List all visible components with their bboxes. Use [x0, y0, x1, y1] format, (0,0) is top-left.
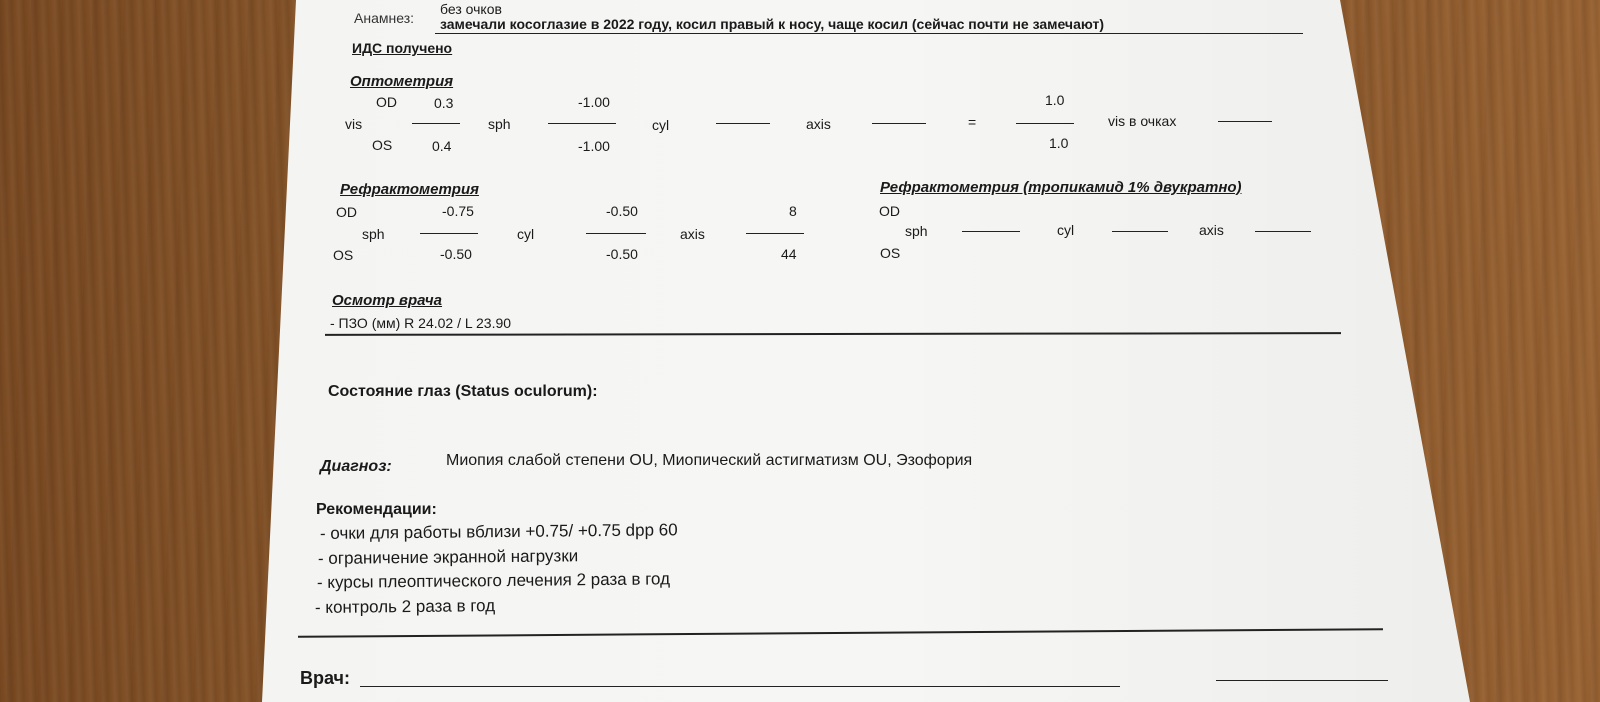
optometry-vis-label: vis — [345, 116, 363, 132]
fraction-line — [412, 123, 460, 124]
doctor-date-line — [1216, 680, 1388, 681]
optometry-equals: = — [968, 114, 977, 130]
diagnosis-text: Миопия слабой степени OU, Миопический астигматизм OU, Эзофория — [446, 452, 973, 469]
optometry-sph-label: sph — [488, 116, 511, 132]
doctor-label: Врач: — [300, 668, 351, 688]
refractometry-od-label: OD — [336, 204, 357, 220]
refractometry-axis-od: 8 — [789, 203, 797, 219]
recommendations-title: Рекомендации: — [316, 501, 437, 518]
doctor-signature-line — [360, 686, 1120, 687]
recommendation-item: - очки для работы вблизи +0.75/ +0.75 dpp 60 — [319, 520, 678, 543]
refractometry-axis-os: 44 — [781, 246, 797, 262]
blank-line — [716, 123, 770, 124]
refractometry-os-label: OS — [333, 247, 354, 263]
blank-line — [872, 123, 926, 124]
refractometry-sph-label: sph — [362, 226, 385, 242]
exam-title: Осмотр врача — [332, 292, 443, 309]
blank-line — [1255, 231, 1311, 232]
optometry-result-od: 1.0 — [1045, 92, 1065, 108]
refractometry-cyclo-os-label: OS — [880, 245, 901, 261]
optometry-sph-od: -1.00 — [578, 94, 610, 110]
fraction-line — [1016, 123, 1074, 124]
anamnesis-line-2: замечали косоглазие в 2022 году, косил правый к носу, чаще косил (сейчас почти не замечают) — [440, 16, 1104, 32]
status-oculorum-heading: Состояние глаз (Status oculorum): — [328, 383, 598, 400]
refractometry-cyclo-sph-label: sph — [905, 223, 928, 239]
optometry-title: Оптометрия — [350, 73, 454, 90]
refractometry-cyl-os: -0.50 — [606, 246, 638, 262]
refractometry-axis-label: axis — [680, 226, 705, 242]
anamnesis-label: Анамнез: — [354, 10, 414, 26]
refractometry-cyclo-cyl-label: cyl — [1057, 222, 1075, 238]
ids-status: ИДС получено — [352, 40, 453, 56]
fraction-line — [586, 233, 646, 234]
refractometry-cyl-od: -0.50 — [606, 203, 638, 219]
refractometry-sph-od: -0.75 — [442, 203, 474, 219]
fraction-line — [420, 233, 478, 234]
optometry-vis-os: 0.4 — [432, 138, 452, 154]
optometry-axis-label: axis — [806, 116, 831, 132]
refractometry-title: Рефрактометрия — [340, 181, 479, 198]
recommendation-item: - курсы плеоптического лечения 2 раза в год — [316, 569, 671, 592]
refractometry-cyclo-axis-label: axis — [1199, 222, 1224, 238]
optometry-sph-os: -1.00 — [578, 138, 610, 154]
anamnesis-line-1: без очков — [440, 1, 502, 17]
blank-line — [962, 231, 1020, 232]
refractometry-cyclo-od-label: OD — [879, 203, 900, 219]
optometry-od-label: OD — [376, 94, 397, 110]
optometry-os-label: OS — [372, 137, 393, 153]
fraction-line — [548, 123, 616, 124]
anamnesis-underline — [435, 33, 1303, 34]
blank-line — [1218, 121, 1272, 122]
optometry-cyl-label: cyl — [652, 117, 670, 133]
blank-line — [1112, 231, 1168, 232]
diagnosis-label: Диагноз: — [320, 458, 392, 475]
exam-axial-length: - ПЗО (мм) R 24.02 / L 23.90 — [330, 315, 512, 331]
refractometry-cyclo-title: Рефрактометрия (тропикамид 1% двукратно) — [880, 179, 1242, 196]
optometry-result-os: 1.0 — [1049, 135, 1069, 151]
recommendation-item: - ограничение экранной нагрузки — [317, 546, 579, 568]
optometry-vis-glasses-label: vis в очках — [1108, 113, 1177, 129]
recommendation-item: - контроль 2 раза в год — [314, 596, 496, 617]
refractometry-sph-os: -0.50 — [440, 246, 472, 262]
refractometry-cyl-label: cyl — [517, 226, 535, 242]
fraction-line — [746, 233, 804, 234]
optometry-vis-od: 0.3 — [434, 95, 454, 111]
